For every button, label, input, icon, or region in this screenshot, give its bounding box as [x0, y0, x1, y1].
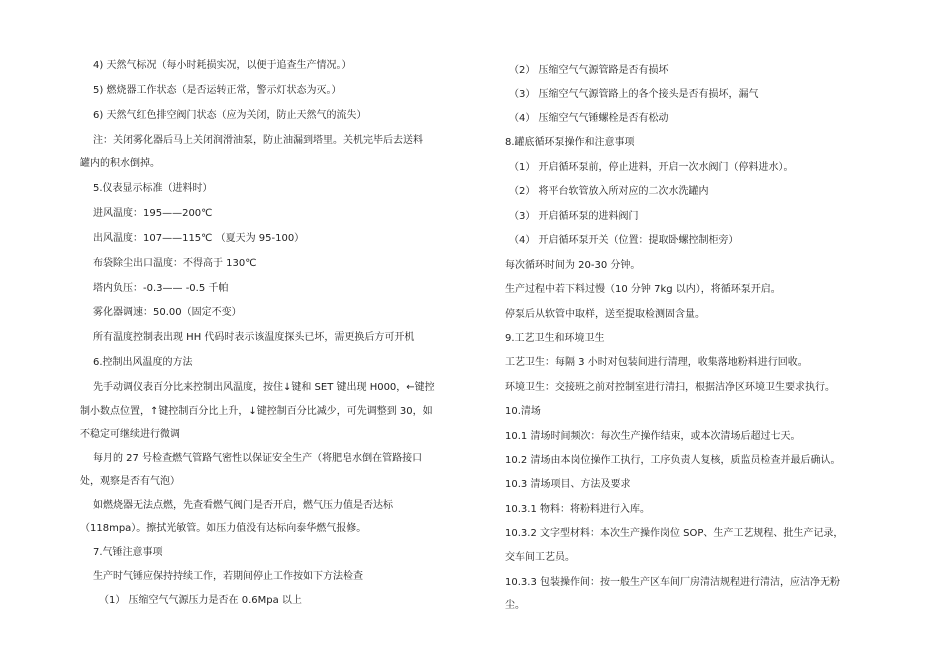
- text-line: 10.2 清场由本岗位操作工执行，工序负责人复核，质监员检查并最后确认。: [505, 455, 841, 466]
- text-line: 每月的 27 号检查燃气管路气密性以保证安全生产（将肥皂水倒在管路接口: [93, 453, 423, 464]
- text-line: 制小数点位置，↑键控制百分比上升，↓键控制百分比减少，可先调整到 30，如: [80, 406, 433, 417]
- section-heading: 9.工艺卫生和环境卫生: [505, 333, 605, 344]
- text-line: 5) 燃烧器工作状态（是否运转正常，警示灯状态为灭。）: [93, 85, 342, 96]
- text-line: （4） 开启循环泵开关（位置：提取卧螺控制柜旁）: [509, 235, 739, 246]
- text-line: （3） 压缩空气气源管路上的各个接头是否有损坏，漏气: [509, 89, 759, 100]
- text-line: 生产过程中若下料过慢（10 分钟 7kg 以内），将循环泵开启。: [505, 284, 781, 295]
- section-heading: 10.3 清场项目、方法及要求: [505, 479, 631, 490]
- text-line: 环境卫生：交接班之前对控制室进行清扫，根据洁净区环境卫生要求执行。: [505, 382, 835, 393]
- section-heading: 7.气锤注意事项: [93, 547, 163, 558]
- text-line: （1） 开启循环泵前，停止进料，开启一次水阀门（停料进水）。: [509, 162, 794, 173]
- text-line: （2） 将平台软管放入所对应的二次水洗罐内: [509, 186, 709, 197]
- text-line: 6) 天然气红色排空阀门状态（应为关闭，防止天然气的流失）: [93, 110, 367, 121]
- text-line: 不稳定可继续进行微调: [80, 429, 180, 440]
- text-line: 先手动调仪表百分比来控制出风温度，按住↓键和 SET 键出现 H000，←键控: [93, 382, 435, 393]
- text-line: 4) 天然气标况（每小时耗损实况，以便于追查生产情况。）: [93, 60, 352, 71]
- text-line: 10.3.3 包装操作间：按一般生产区车间厂房清洁规程进行清洁，应洁净无粉: [505, 577, 840, 588]
- text-line: （2） 压缩空气气源管路是否有损坏: [509, 65, 669, 76]
- text-line: 进风温度：195——200℃: [93, 208, 213, 219]
- text-line: 10.3.2 文字型材料：本次生产操作岗位 SOP、生产工艺规程、批生产记录，: [505, 528, 844, 539]
- text-line: （3） 开启循环泵的进料阀门: [509, 211, 639, 222]
- text-line: （118mpa）。擦拭光敏管。如压力值没有达标向泰华燃气报修。: [80, 523, 367, 534]
- text-line: （1） 压缩空气气源压力是否在 0.6Mpa 以上: [99, 595, 302, 606]
- text-line: 出风温度：107——115℃ （夏天为 95-100）: [93, 233, 305, 244]
- text-line: 停泵后从软管中取样，送至提取检测固含量。: [505, 309, 705, 320]
- text-line: 如燃烧器无法点燃，先查看燃气阀门是否开启，燃气压力值是否达标: [93, 500, 393, 511]
- section-heading: 5.仪表显示标准（进料时）: [93, 183, 213, 194]
- text-line: 布袋除尘出口温度：不得高于 130℃: [93, 258, 257, 269]
- text-line: 生产时气锤应保持持续工作，若期间停止工作按如下方法检查: [93, 571, 363, 582]
- section-heading: 6.控制出风温度的方法: [93, 357, 193, 368]
- text-line: 尘。: [505, 600, 525, 611]
- text-line: 工艺卫生：每隔 3 小时对包装间进行清理，收集落地粉料进行回收。: [505, 357, 808, 368]
- text-line: （4） 压缩空气气锤螺栓是否有松动: [509, 113, 669, 124]
- text-line: 每次循环时间为 20-30 分钟。: [505, 260, 641, 271]
- text-line: 处，观察是否有气泡）: [80, 476, 180, 487]
- text-line: 交车间工艺员。: [505, 552, 575, 563]
- section-heading: 10.清场: [505, 406, 541, 417]
- text-line: 10.3.1 物料：将粉料进行入库。: [505, 504, 650, 515]
- text-line: 罐内的积水倒掉。: [80, 158, 160, 169]
- section-heading: 8.罐底循环泵操作和注意事项: [505, 137, 635, 148]
- text-line: 雾化器调速：50.00（固定不变）: [93, 307, 242, 318]
- text-line: 塔内负压：-0.3—— -0.5 千帕: [93, 283, 229, 294]
- text-line: 10.1 清场时间频次：每次生产操作结束，或本次清场后超过七天。: [505, 431, 801, 442]
- text-line: 所有温度控制表出现 HH 代码时表示该温度探头已坏，需更换后方可开机: [93, 332, 415, 343]
- text-line: 注：关闭雾化器后马上关闭润滑油泵，防止油漏到塔里。关机完毕后去送料: [93, 135, 423, 146]
